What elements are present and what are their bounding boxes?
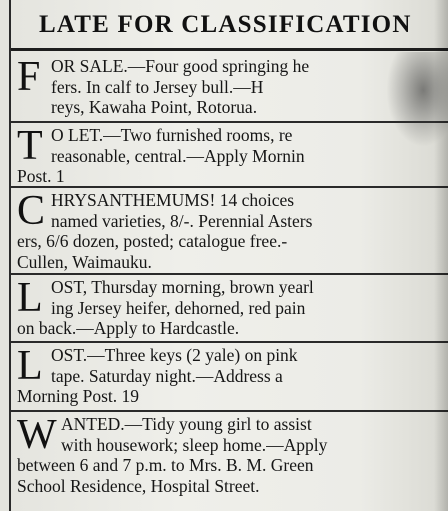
- ad-line: ers, 6/6 dozen, posted; catalogue free.-: [17, 231, 288, 251]
- drop-cap: C: [17, 190, 46, 234]
- ad-line: Morning Post. 19: [17, 386, 140, 406]
- ad-line: School Residence, Hospital Street.: [17, 475, 260, 496]
- ad-line: Cullen, Waimauku.: [17, 251, 152, 272]
- ad-separator: [11, 410, 448, 412]
- classified-ad-for-sale: [17, 56, 448, 118]
- ad-line: on back.—Apply to Hardcastle.: [17, 318, 240, 338]
- classified-ad-chrysanthemums: [17, 190, 448, 272]
- drop-cap: L: [17, 345, 43, 389]
- heading-box: [11, 0, 448, 51]
- drop-cap: L: [17, 277, 43, 321]
- ad-separator: [11, 121, 448, 123]
- ad-separator: [11, 273, 448, 275]
- classified-ad-lost-keys: [17, 345, 448, 407]
- classified-ad-to-let: [17, 125, 448, 185]
- ad-line: Post. 1: [17, 166, 65, 185]
- classified-ad-wanted: [17, 414, 448, 498]
- ad-line: OST, Thursday morning, brown yearl: [51, 277, 314, 297]
- classified-ad-lost-heifer: [17, 277, 448, 339]
- ad-line: between 6 and 7 p.m. to Mrs. B. M. Green: [17, 455, 314, 475]
- ad-line: ing Jersey heifer, dehorned, red pain: [51, 297, 306, 318]
- column-rule: [9, 0, 11, 511]
- ad-line: ANTED.—Tidy young girl to assist: [61, 414, 312, 434]
- ad-separator: [11, 186, 448, 188]
- ad-line: O LET.—Two furnished rooms, re: [51, 125, 293, 145]
- drop-cap: F: [17, 56, 41, 100]
- drop-cap: T: [17, 125, 43, 169]
- drop-cap: W: [17, 414, 57, 458]
- ad-line: reasonable, central.—Apply Mornin: [51, 145, 305, 166]
- ad-line: OR SALE.—Four good springing he: [51, 56, 310, 76]
- ad-line: reys, Kawaha Point, Rotorua.: [51, 97, 258, 117]
- ad-line: HRYSANTHEMUMS! 14 choices: [51, 190, 295, 210]
- ad-line: named varieties, 8/-. Perennial Asters: [51, 210, 313, 231]
- ad-separator: [11, 341, 448, 343]
- ad-line: with housework; sleep home.—Apply: [61, 434, 328, 455]
- section-heading: LATE FOR CLASSIFICATION: [39, 11, 412, 38]
- ad-line: OST.—Three keys (2 yale) on pink: [51, 345, 298, 365]
- ad-line: tape. Saturday night.—Address a: [51, 365, 283, 386]
- ad-line: fers. In calf to Jersey bull.—H: [51, 76, 264, 97]
